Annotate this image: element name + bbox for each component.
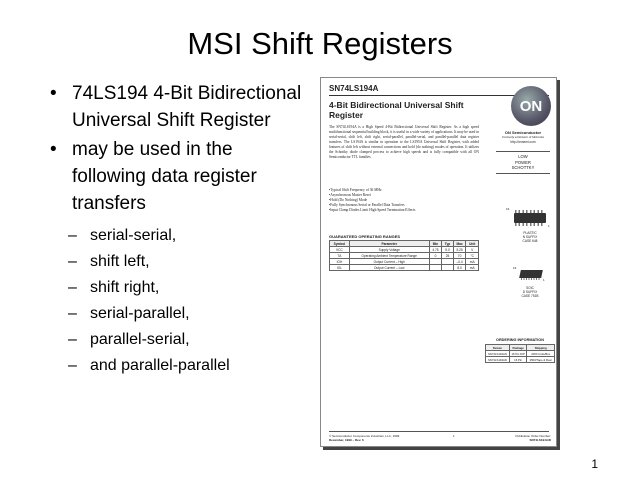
table-cell: TA <box>330 253 350 259</box>
sub-bullet-item: – shift left, <box>68 249 310 275</box>
sub-bullet-item: – serial-serial, <box>68 223 310 249</box>
soic-pins <box>521 278 541 280</box>
pin-number: 16 <box>513 266 517 270</box>
datasheet-description: The SN74LS194A is a High Speed 4-Bit Bidirectional Universal Shift Register. As a high speed multifunctional sequential building block, it is useful in a wide variety of applications. It may be used in serial-serial, shift left, shift right, serial-parallel, parallel-serial, and parallel-parallel data register transfers. The LS194A is similar in operation to the LS195A Universal Shift Register, with added features of shift left without external connections and hold (do nothing) modes of operation. It utilizes the Schottky diode clamped process to achieve high speeds and is fully compatible with all ON Semiconductor TTL families. <box>329 125 479 159</box>
table-cell: 16 Pin DIP <box>509 351 527 357</box>
ranges-title: GUARANTEED OPERATING RANGES <box>329 234 401 239</box>
table-cell: SN74LS194AN <box>486 351 510 357</box>
feature-item: • Hold (Do Nothing) Mode <box>329 198 479 203</box>
package-line: SOIC <box>526 286 534 290</box>
dip-pins-bottom <box>515 223 545 226</box>
footer-line: SN74LS194A/D <box>529 438 551 442</box>
datasheet-footer-left <box>329 434 399 442</box>
table-header: Min <box>429 241 442 247</box>
bullet-item: • may be used in the following data register transfers <box>50 136 310 217</box>
table-header: Typ <box>442 241 454 247</box>
table-cell: 5.25 <box>453 247 466 253</box>
table-header: Device <box>486 345 510 351</box>
table-cell: Output Current – High <box>349 259 429 265</box>
brand-url: http://onsemi.com <box>510 140 536 144</box>
table-cell: 16 Pin <box>509 357 527 363</box>
table-header: Unit <box>466 241 479 247</box>
table-row <box>330 265 479 271</box>
table-header: Shipping <box>527 345 555 351</box>
footer-line: Publication Order Number: <box>515 434 551 438</box>
on-semiconductor-logo <box>511 86 551 126</box>
table-cell: 2000 Units/Box <box>527 351 555 357</box>
sub-bullet-item: – shift right, <box>68 275 310 301</box>
slide-title: MSI Shift Registers <box>187 26 453 61</box>
table-cell: 5.0 <box>442 247 454 253</box>
sub-bullet-item: – parallel-serial, <box>68 327 310 353</box>
package-line: CASE 751B <box>521 294 539 299</box>
table-cell: IOH <box>330 259 350 265</box>
table-cell: IOL <box>330 265 350 271</box>
table-cell: °C <box>466 253 479 259</box>
table-cell <box>442 265 454 271</box>
package-line: CASE 648 <box>522 239 538 244</box>
sub-bullet-item: – serial-parallel, <box>68 301 310 327</box>
ordering-title: ORDERING INFORMATION <box>495 338 545 342</box>
table-cell: 2500/Tape & Reel <box>527 357 555 363</box>
family-line: LOW <box>518 154 528 159</box>
table-cell: 0 <box>429 253 442 259</box>
package-line: D SUFFIX <box>522 290 538 295</box>
package-label-soic <box>503 286 557 299</box>
datasheet-part-number: SN74LS194A <box>329 84 379 93</box>
package-label-dip <box>503 231 557 244</box>
table-cell: Supply Voltage <box>349 247 429 253</box>
table-row <box>486 357 555 363</box>
feature-item: • Fully Synchronous Serial or Parallel Data Transfers <box>329 203 479 208</box>
table-cell: SN74LS194AD <box>486 357 510 363</box>
ordering-table <box>485 344 555 363</box>
table-header: Package <box>509 345 527 351</box>
brand-name: ON Semiconductor <box>504 130 542 135</box>
datasheet-title: 4-Bit Bidirectional Universal Shift Register <box>329 100 464 120</box>
table-cell <box>429 265 442 271</box>
table-cell: Operating Ambient Temperature Range <box>349 253 429 259</box>
table-cell: mA <box>466 259 479 265</box>
brand-subtitle: Formerly a Division of Motorola <box>502 135 544 139</box>
datasheet-page-number: 1 <box>453 434 455 438</box>
package-line: N SUFFIX <box>522 235 538 240</box>
feature-item: • Input Clamp Diodes Limit High Speed Termination Effects <box>329 208 479 213</box>
logic-family-box <box>496 151 550 174</box>
footer-line: December, 1999 – Rev. 6 <box>329 438 364 442</box>
table-header: Max <box>453 241 466 247</box>
pin-number: 1 <box>543 278 545 282</box>
footer-line: © Semiconductor Components Industries, LLC, 1999 <box>329 434 400 438</box>
pin-number: 1 <box>548 224 550 228</box>
table-cell: 70 <box>453 253 466 259</box>
logo-text: ON <box>519 97 543 115</box>
family-line: POWER <box>515 159 531 165</box>
table-cell: V <box>466 247 479 253</box>
family-line: SCHOTTKY <box>511 165 535 170</box>
datasheet-features <box>329 188 479 213</box>
table-cell: 25 <box>442 253 454 259</box>
table-cell: Output Current – Low <box>349 265 429 271</box>
dip-chip-icon <box>514 213 546 223</box>
table-cell: 8.0 <box>453 265 466 271</box>
pin-number: 16 <box>506 207 510 211</box>
feature-item: • Asynchronous Master Reset <box>329 193 479 198</box>
datasheet-image <box>320 77 557 447</box>
sub-bullet-item: – and parallel-parallel <box>68 353 310 379</box>
feature-item: • Typical Shift Frequency of 36 MHz <box>329 188 479 193</box>
soic-chip-icon <box>519 270 543 278</box>
bullet-item: • 74LS194 4-Bit Bidirectional Universal Shift Register <box>50 80 310 134</box>
slide-page-number: 1 <box>591 457 598 471</box>
table-header: Parameter <box>349 241 429 247</box>
table-cell: 4.75 <box>429 247 442 253</box>
table-cell: –0.4 <box>453 259 466 265</box>
footer-divider <box>329 431 549 432</box>
sub-bullet-list <box>50 223 310 379</box>
operating-ranges-table <box>329 240 479 271</box>
datasheet-footer-right <box>501 434 551 442</box>
table-header: Symbol <box>330 241 350 247</box>
package-line: PLASTIC <box>523 231 537 235</box>
table-cell: VCC <box>330 247 350 253</box>
table-cell: mA <box>466 265 479 271</box>
bullet-list <box>50 80 310 379</box>
